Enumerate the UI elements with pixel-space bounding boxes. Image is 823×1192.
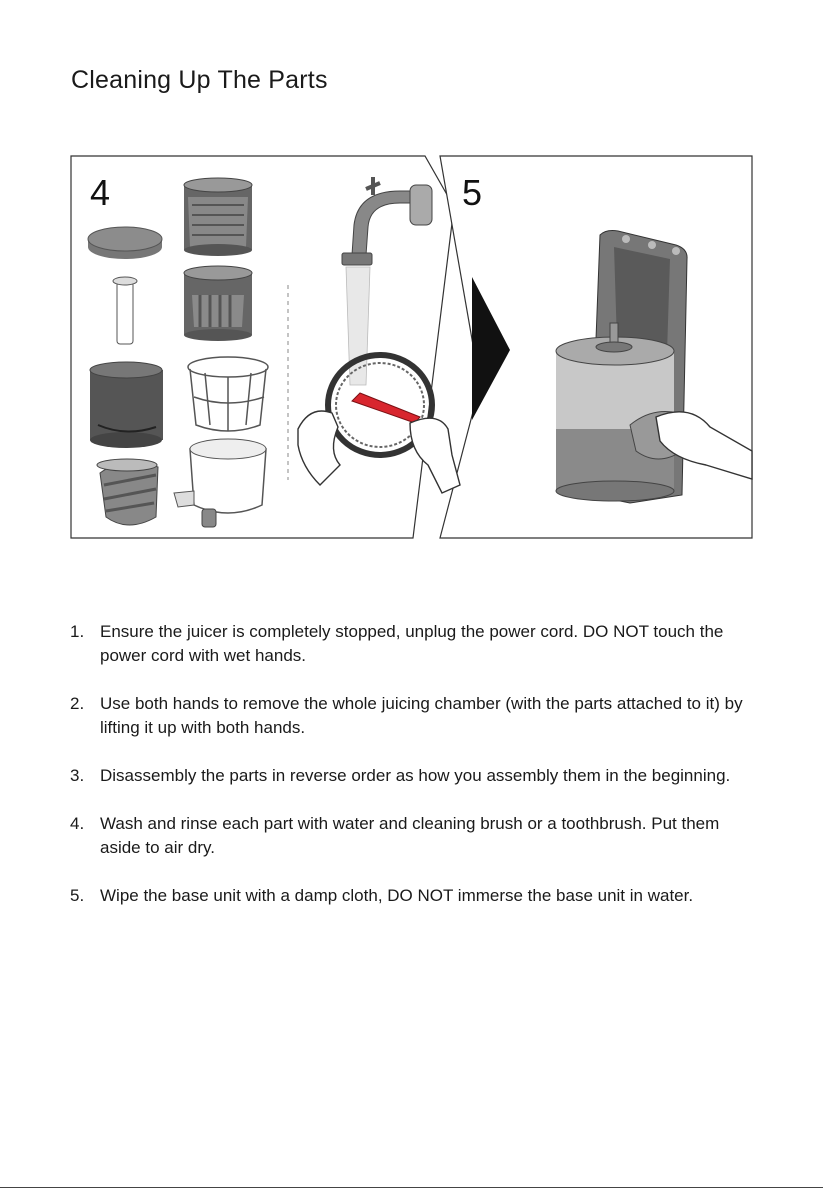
step-number: 1. xyxy=(70,622,85,641)
fine-strainer-part xyxy=(184,178,252,256)
step-item xyxy=(70,692,760,740)
step-item xyxy=(70,764,760,788)
illustration-figure xyxy=(70,155,753,540)
step-item xyxy=(70,884,760,908)
page-title: Cleaning Up The Parts xyxy=(71,66,328,94)
step-number: 3. xyxy=(70,766,85,785)
coarse-strainer-part xyxy=(184,266,252,341)
step-item xyxy=(70,812,760,860)
step-number: 2. xyxy=(70,694,85,713)
panel-5-number: 5 xyxy=(462,172,483,213)
pusher-part xyxy=(113,277,137,344)
lid-part xyxy=(88,227,162,259)
step-text: Wipe the base unit with a damp cloth, DO NOT immerse the base unit in water. xyxy=(100,886,694,905)
step-text: Disassembly the parts in reverse order as how you assembly them in the beginning. xyxy=(100,766,731,785)
auger-part xyxy=(97,459,158,525)
page-bottom-rule xyxy=(0,1187,823,1188)
step-text: Use both hands to remove the whole juicing chamber (with the parts attached to it) by lifting it up with both hands. xyxy=(100,694,743,737)
brush-cylinder-part xyxy=(90,362,163,448)
panel-4-number: 4 xyxy=(90,172,111,213)
instruction-steps xyxy=(70,620,760,932)
step-number: 5. xyxy=(70,886,85,905)
step-text: Ensure the juicer is completely stopped, unplug the power cord. DO NOT touch the power cord with wet hands. xyxy=(100,622,724,665)
step-item xyxy=(70,620,760,668)
step-number: 4. xyxy=(70,814,85,833)
step-text: Wash and rinse each part with water and cleaning brush or a toothbrush. Put them aside to air dry. xyxy=(100,814,720,857)
